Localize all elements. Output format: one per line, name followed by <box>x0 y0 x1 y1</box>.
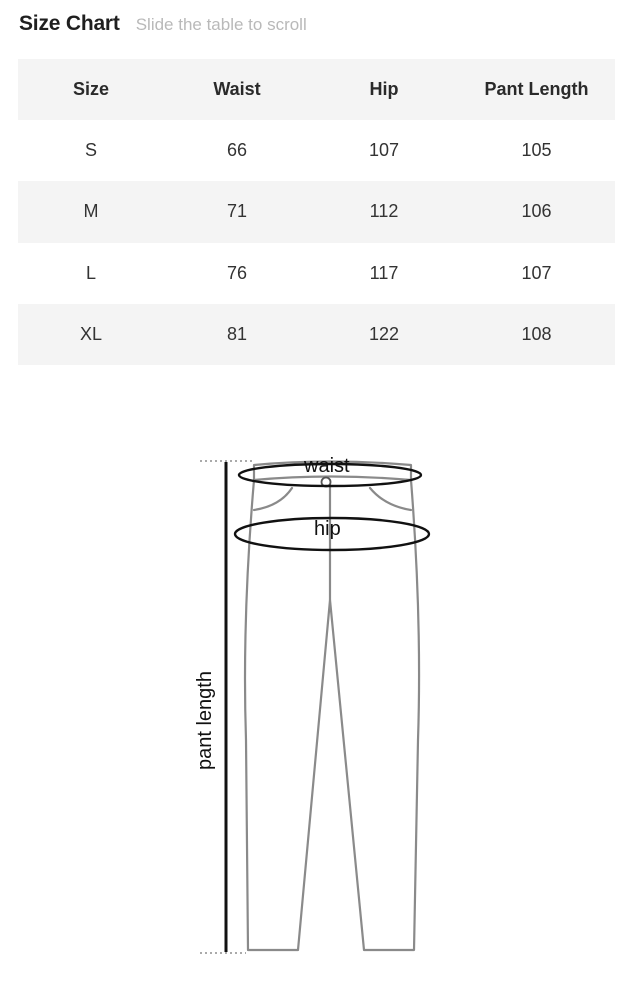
cell-hip: 112 <box>369 201 399 222</box>
cell-hip: 107 <box>368 140 400 161</box>
cell-waist: 76 <box>226 262 248 283</box>
table-row <box>18 181 615 242</box>
cell-pant-length: 105 <box>521 140 552 161</box>
scroll-hint: Slide the table to scroll <box>135 15 307 34</box>
cell-hip: 122 <box>368 323 400 344</box>
table-row <box>18 243 615 304</box>
column-header-pant-length: Pant Length <box>484 79 589 100</box>
pant-length-label: pant length <box>194 671 216 770</box>
cell-size: M <box>83 201 99 222</box>
hip-label: hip <box>314 518 341 540</box>
column-header-hip: Hip <box>369 79 399 100</box>
measurement-diagram <box>180 440 450 970</box>
header <box>19 12 307 42</box>
cell-pant-length: 108 <box>521 323 552 344</box>
cell-waist: 81 <box>226 323 248 344</box>
cell-hip: 117 <box>369 262 399 283</box>
table-header-row <box>18 59 615 120</box>
table-row <box>18 120 615 181</box>
cell-waist: 66 <box>226 140 248 161</box>
waist-label: waist <box>304 455 350 477</box>
cell-pant-length: 106 <box>521 201 552 222</box>
column-header-size: Size <box>72 79 110 100</box>
cell-pant-length: 107 <box>521 262 552 283</box>
cell-size: S <box>84 140 97 161</box>
cell-waist: 71 <box>226 201 248 222</box>
size-table[interactable] <box>18 59 615 365</box>
column-header-waist: Waist <box>213 79 261 100</box>
pants-icon <box>180 440 450 970</box>
page-title: Size Chart <box>19 12 120 35</box>
cell-size: XL <box>79 323 103 344</box>
cell-size: L <box>85 262 96 283</box>
table-row <box>18 304 615 365</box>
